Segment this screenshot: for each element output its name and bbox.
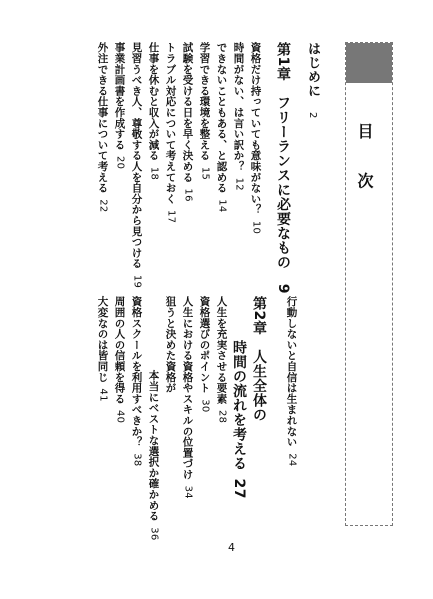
- entry-text: 仕事を休むと収入が減る: [147, 42, 160, 161]
- toc-entry: [216, 42, 227, 213]
- intro-label: はじめに: [305, 42, 320, 98]
- entry-text: 大変なのは皆同じ: [96, 296, 109, 383]
- entry-text: 資格だけ持っていても意味がない？: [249, 42, 262, 215]
- title-band: [346, 43, 392, 83]
- chapter1-page: 9: [275, 283, 291, 294]
- entry-text: 見習うべき人、尊敬する人を自分から見つける: [130, 42, 143, 269]
- entry-text: 資格スクールを利用すべきか？: [130, 296, 143, 448]
- entry-page: 20: [114, 156, 126, 170]
- toc-entry: [148, 42, 159, 180]
- entry-page: 34: [182, 485, 194, 499]
- chapter2-title-line2: 時間の流れを考える: [231, 340, 247, 471]
- entry-page: 28: [216, 410, 228, 424]
- chapter2-heading-line1: 第2章 人生全体の: [251, 296, 267, 423]
- toc-entry: [250, 42, 261, 234]
- entry-text: 狙うと決めた資格が: [164, 296, 177, 394]
- entry-text: 人生における資格やスキルの位置づけ: [181, 296, 194, 480]
- toc-entry: [148, 370, 159, 541]
- entry-page: 22: [97, 199, 109, 213]
- toc-entry: [216, 296, 227, 423]
- entry-page: 18: [148, 166, 160, 181]
- toc-entry: [97, 296, 108, 402]
- toc-entry: [199, 296, 210, 413]
- entry-text: 学習できる環境を整える: [198, 42, 211, 161]
- entry-page: 15: [199, 166, 211, 181]
- intro-entry: [306, 42, 319, 119]
- entry-text: 資格選びのポイント: [198, 296, 211, 394]
- toc-title-box: [345, 42, 393, 526]
- entry-page: 38: [131, 453, 143, 467]
- intro-page: 2: [307, 112, 318, 120]
- chapter2-heading-line2: [232, 340, 246, 499]
- toc-entry: [114, 296, 125, 423]
- entry-page: 40: [114, 410, 126, 424]
- entry-text: 事業計画書を作成する: [113, 42, 126, 150]
- toc-title: 目 次: [355, 123, 374, 203]
- entry-page: 19: [131, 274, 143, 289]
- entry-page: 36: [148, 527, 160, 541]
- entry-page: 16: [182, 188, 194, 202]
- entry-text: 外注できる仕事について考える: [96, 42, 109, 194]
- entry-text: 行動しないと自信は生まれない: [285, 296, 298, 448]
- toc-entry: [233, 42, 244, 191]
- toc-entry: [165, 296, 176, 393]
- entry-text: 時間がない、は言い訳か？: [232, 42, 245, 172]
- toc-entry: [131, 42, 142, 288]
- entry-page: 30: [199, 399, 211, 413]
- chapter1-heading: [276, 42, 290, 294]
- entry-page: 12: [233, 177, 245, 191]
- chapter1-title: 第1章 フリーランスに必要なもの: [275, 42, 291, 270]
- entry-text: 人生を充実させる要素: [215, 296, 228, 404]
- chapter2-page: 27: [231, 478, 247, 499]
- toc-entry: [131, 296, 142, 467]
- entry-text: トラブル対応について考えておく: [164, 42, 177, 204]
- toc-entry: [97, 42, 108, 213]
- entry-text: できないこともある、と認める: [215, 42, 228, 194]
- toc-entry: [182, 296, 193, 499]
- entry-text: 周囲の人の信頼を得る: [113, 296, 126, 404]
- entry-text: 本当にベストな選択か確かめる: [147, 370, 160, 522]
- toc-entry: [114, 42, 125, 169]
- entry-page: 14: [216, 199, 228, 213]
- toc-entry: [165, 42, 176, 223]
- toc-entry: [182, 42, 193, 202]
- entry-page: 17: [165, 210, 177, 224]
- toc-entry: [199, 42, 210, 180]
- entry-text: 試験を受ける日を早く決める: [181, 42, 194, 183]
- entry-page: 10: [250, 220, 262, 235]
- toc-entry: [286, 296, 297, 467]
- entry-page: 24: [286, 453, 298, 467]
- page-number: 4: [228, 541, 235, 554]
- entry-page: 41: [97, 388, 109, 402]
